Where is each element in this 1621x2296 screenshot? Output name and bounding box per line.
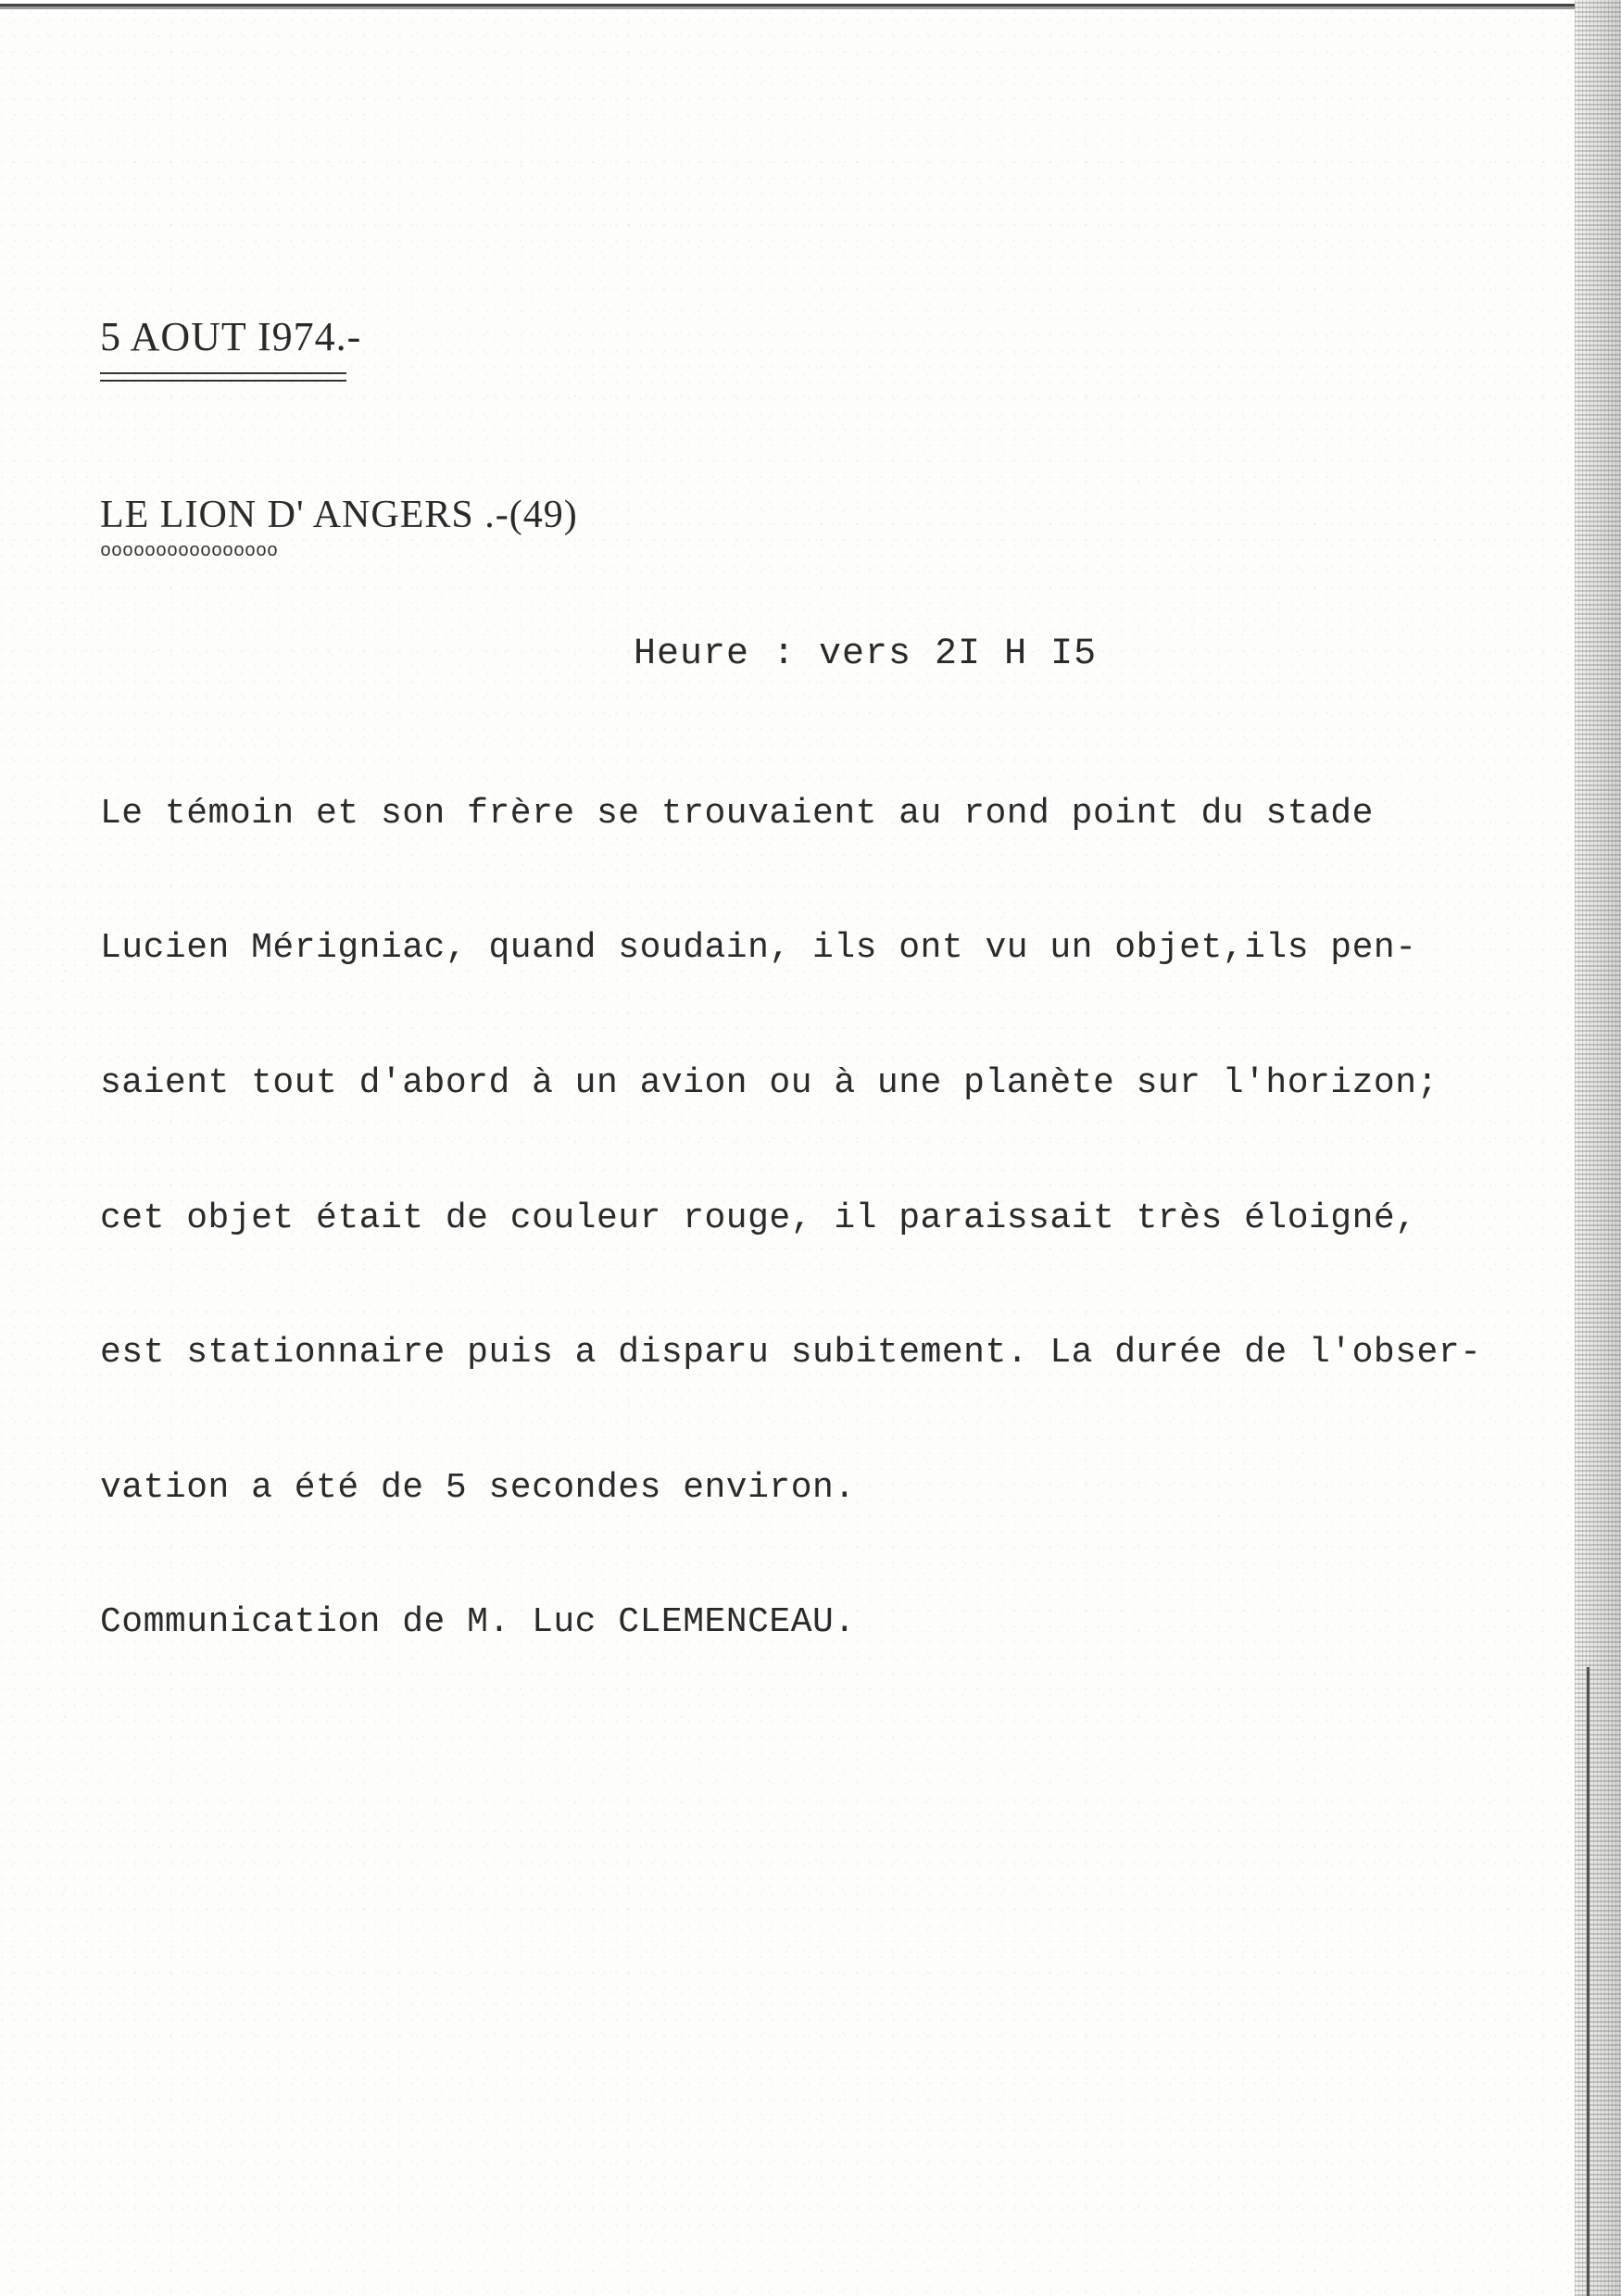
top-border <box>0 4 1584 9</box>
report-hour: Heure : vers 2I H I5 <box>634 634 1098 675</box>
body-line: Lucien Mérigniac, quand soudain, ils ont vu un objet,ils pen- <box>100 928 1417 969</box>
body-line: vation a été de 5 secondes environ. <box>100 1467 856 1508</box>
body-line: Le témoin et son frère se trouvaient au rond point du stade <box>100 793 1374 834</box>
report-location: LE LION D' ANGERS .-(49) <box>100 494 578 536</box>
location-underline: oooooooooooooooo <box>100 541 279 562</box>
report-date: 5 AOUT I974.- <box>100 314 362 359</box>
page-edge-line <box>1587 1667 1590 2296</box>
report-body <box>100 713 1527 1725</box>
scanned-edge <box>1575 0 1621 2296</box>
communication-line: Communication de M. Luc CLEMENCEAU. <box>100 1602 856 1643</box>
body-line: cet objet était de couleur rouge, il paraissait très éloigné, <box>100 1198 1417 1238</box>
body-line: saient tout d'abord à un avion ou à une planète sur l'horizon; <box>100 1062 1439 1103</box>
body-line: est stationnaire puis a disparu subitement. La durée de l'obser- <box>100 1333 1482 1374</box>
date-underline <box>100 372 346 382</box>
